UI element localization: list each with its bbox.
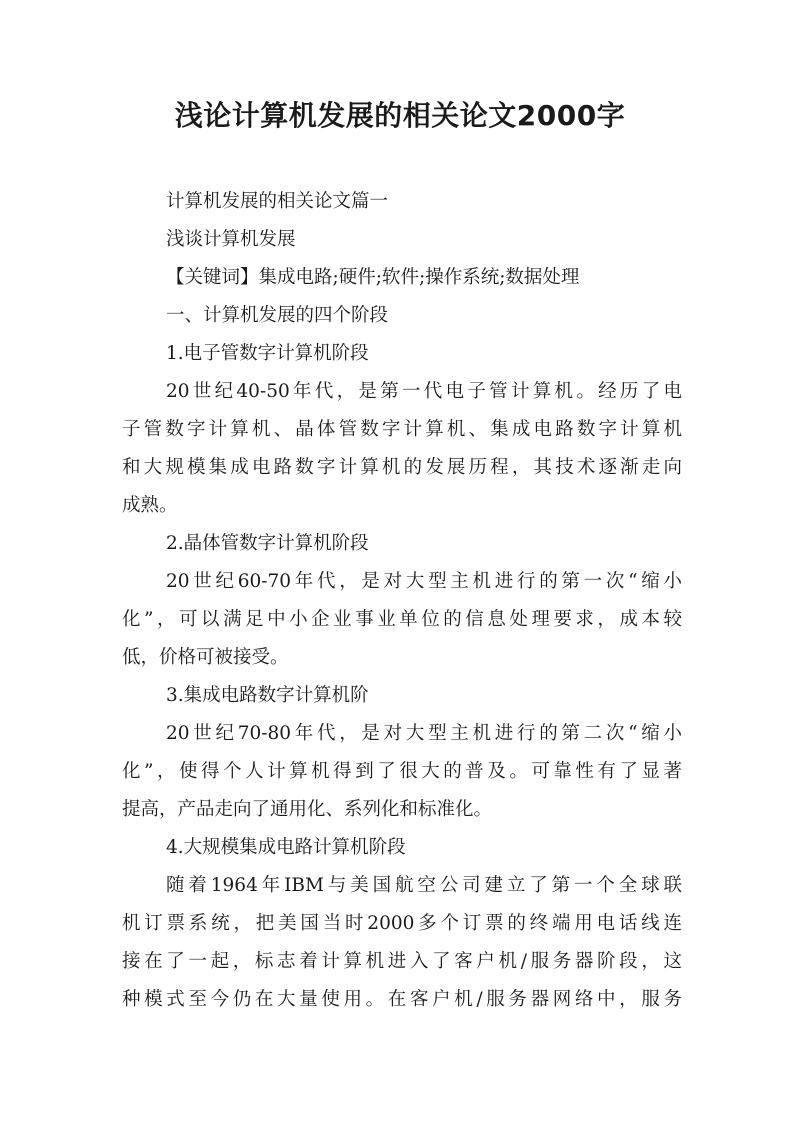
- paragraph-line: 20世纪60-70年代，是对大型主机进行的第一次“缩小: [166, 571, 682, 592]
- paragraph-line: 机订票系统，把美国当时2000多个订票的终端用电话线连: [122, 913, 682, 934]
- subsection-heading: 2.晶体管数字计算机阶段: [166, 533, 369, 554]
- paragraph-line: 化”，可以满足中小企业事业单位的信息处理要求，成本较: [122, 609, 682, 630]
- paragraph-line: 种模式至今仍在大量使用。在客户机/服务器网络中，服务: [122, 989, 682, 1010]
- document-body: [122, 183, 682, 1019]
- paragraph-line: 计算机发展的相关论文篇一: [166, 191, 389, 212]
- paragraph-line: 成熟。: [122, 495, 178, 516]
- paragraph-line: 【关键词】集成电路;硬件;软件;操作系统;数据处理: [166, 267, 580, 288]
- paragraph-line: 20世纪40-50年代，是第一代电子管计算机。经历了电: [166, 381, 682, 402]
- subsection-heading: 3.集成电路数字计算机阶: [166, 685, 369, 706]
- paragraph-line: 浅谈计算机发展: [166, 229, 296, 250]
- paragraph-line: 随着1964年IBM与美国航空公司建立了第一个全球联: [166, 875, 682, 896]
- document-title: 浅论计算机发展的相关论文2000字: [174, 99, 626, 132]
- paragraph-line: 提高，产品走向了通用化、系列化和标准化。: [122, 799, 493, 820]
- paragraph-line: 子管数字计算机、晶体管数字计算机、集成电路数字计算机: [122, 419, 682, 440]
- paragraph-line: 化”，使得个人计算机得到了很大的普及。可靠性有了显著: [122, 761, 682, 782]
- subsection-heading: 1.电子管数字计算机阶段: [166, 343, 369, 364]
- paragraph-line: 低，价格可被接受。: [122, 647, 289, 668]
- paragraph-line: 接在了一起，标志着计算机进入了客户机/服务器阶段，这: [122, 951, 682, 972]
- paragraph-line: 和大规模集成电路数字计算机的发展历程，其技术逐渐走向: [122, 457, 682, 478]
- paragraph-line: 20世纪70-80年代，是对大型主机进行的第二次“缩小: [166, 723, 682, 744]
- subsection-heading: 4.大规模集成电路计算机阶段: [166, 837, 406, 858]
- section-heading: 一、计算机发展的四个阶段: [166, 305, 389, 326]
